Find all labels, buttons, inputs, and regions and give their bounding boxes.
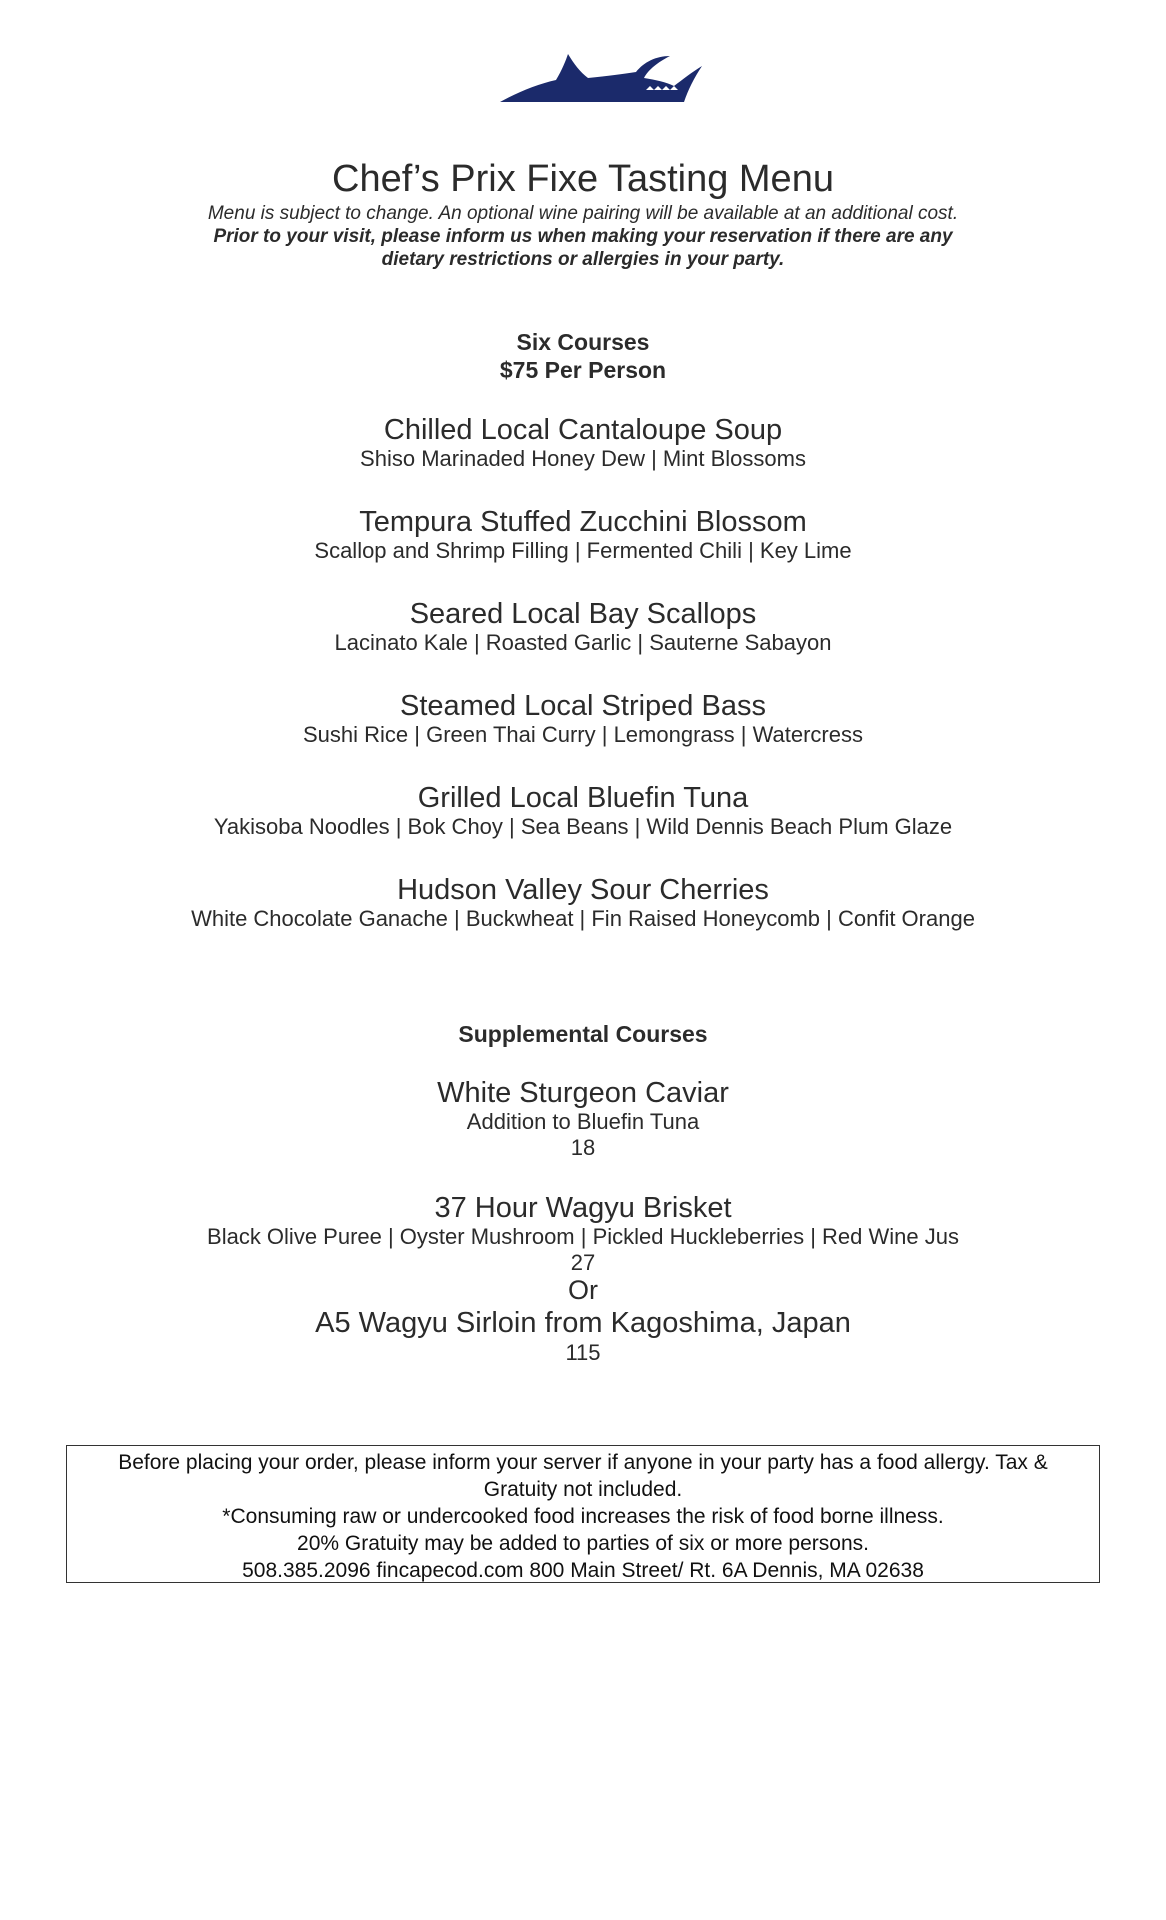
allergy-notice: Before placing your order, please inform your server if anyone in your party has a food allergy. Tax & <box>118 1451 1048 1474</box>
course-name: Grilled Local Bluefin Tuna <box>417 782 749 814</box>
contact-info: 508.385.2096 fincapecod.com 800 Main Street/ Rt. 6A Dennis, MA 02638 <box>242 1559 924 1582</box>
fin-logo-icon <box>498 50 708 108</box>
supplement-name: White Sturgeon Caviar <box>437 1077 729 1109</box>
raw-food-warning: *Consuming raw or undercooked food increases the risk of food borne illness. <box>222 1505 944 1528</box>
menu-change-note: Menu is subject to change. An optional wine pairing will be available at an additional cost. <box>207 203 959 224</box>
dietary-note-line2: dietary restrictions or allergies in your party. <box>381 249 785 270</box>
course-name: Seared Local Bay Scallops <box>409 598 757 630</box>
course-description: White Chocolate Ganache | Buckwheat | Fin Raised Honeycomb | Confit Orange <box>191 906 975 931</box>
supplement-price: 115 <box>565 1340 601 1365</box>
supplement-name: 37 Hour Wagyu Brisket <box>434 1192 732 1224</box>
course-name: Tempura Stuffed Zucchini Blossom <box>359 506 807 538</box>
course-description: Lacinato Kale | Roasted Garlic | Sauterne Sabayon <box>334 630 832 655</box>
course-description: Scallop and Shrimp Filling | Fermented Chili | Key Lime <box>314 538 852 563</box>
course-description: Shiso Marinaded Honey Dew | Mint Blossoms <box>360 446 806 471</box>
page-title: Chef’s Prix Fixe Tasting Menu <box>332 158 834 200</box>
supplement-price: 27 <box>570 1250 596 1275</box>
six-courses-price: $75 Per Person <box>499 357 667 383</box>
course-description: Yakisoba Noodles | Bok Choy | Sea Beans | Wild Dennis Beach Plum Glaze <box>213 814 953 839</box>
or-separator: Or <box>568 1275 598 1305</box>
dietary-note-line1: Prior to your visit, please inform us when making your reservation if there are any <box>213 226 953 247</box>
footer-notice-box <box>66 1445 1100 1583</box>
course-name: Chilled Local Cantaloupe Soup <box>383 414 783 446</box>
supplement-description: Addition to Bluefin Tuna <box>466 1109 700 1134</box>
supplement-price: 18 <box>570 1135 596 1160</box>
supplement-description: Black Olive Puree | Oyster Mushroom | Pickled Huckleberries | Red Wine Jus <box>207 1224 959 1249</box>
supplement-name: A5 Wagyu Sirloin from Kagoshima, Japan <box>315 1307 851 1339</box>
course-name: Steamed Local Striped Bass <box>400 690 766 722</box>
course-description: Sushi Rice | Green Thai Curry | Lemongrass | Watercress <box>302 722 863 747</box>
party-gratuity-notice: 20% Gratuity may be added to parties of six or more persons. <box>297 1532 869 1555</box>
course-name: Hudson Valley Sour Cherries <box>397 874 769 906</box>
six-courses-heading: Six Courses <box>516 329 650 355</box>
supplemental-heading: Supplemental Courses <box>458 1021 708 1047</box>
gratuity-notice: Gratuity not included. <box>483 1478 683 1501</box>
